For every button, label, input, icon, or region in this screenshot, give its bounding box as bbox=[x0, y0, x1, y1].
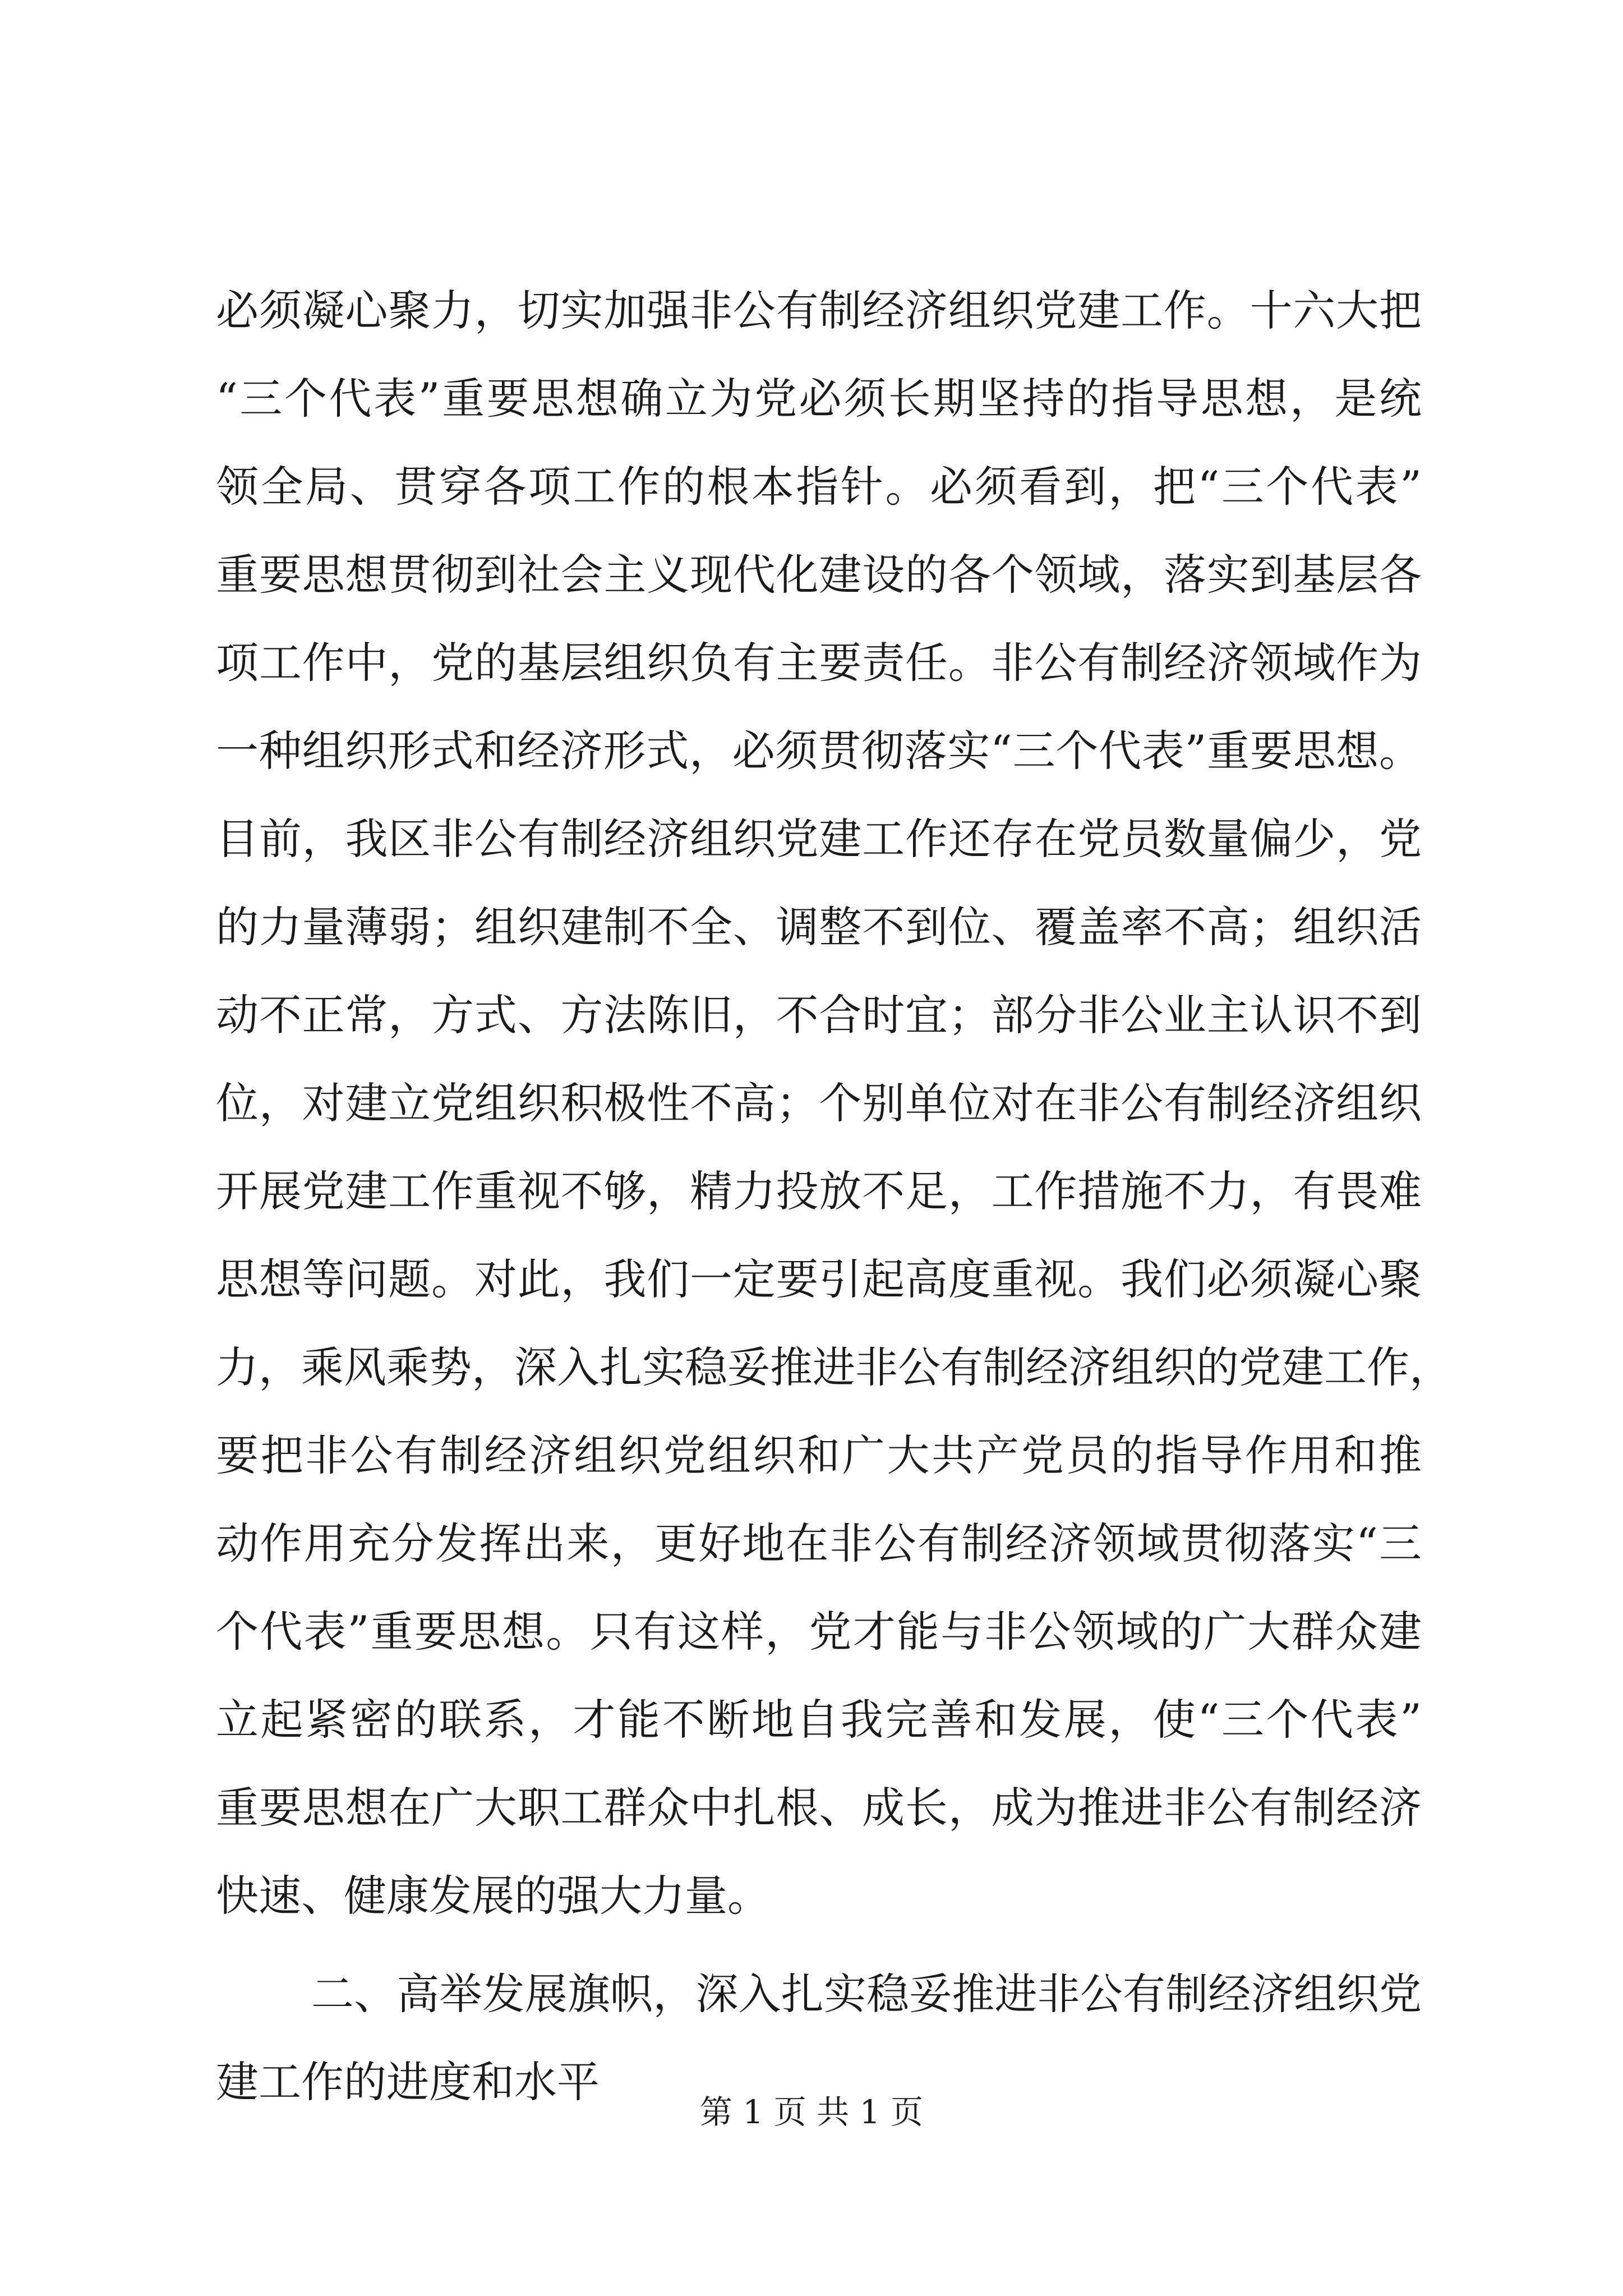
body-line: 领全局、贯穿各项工作的根本指针。必须看到，把“三个代表” bbox=[216, 462, 1422, 512]
body-line: 的力量薄弱；组织建制不全、调整不到位、覆盖率不高；组织活 bbox=[216, 902, 1422, 952]
body-line: 目前，我区非公有制经济组织党建工作还存在党员数量偏少，党 bbox=[216, 814, 1422, 864]
body-line: 快速、健康发展的强大力量。 bbox=[216, 1871, 770, 1921]
body-line: 重要思想在广大职工群众中扎根、成长，成为推进非公有制经济 bbox=[216, 1783, 1422, 1833]
body-line: 必须凝心聚力，切实加强非公有制经济组织党建工作。十六大把 bbox=[216, 286, 1422, 335]
body-line: 力，乘风乘势，深入扎实稳妥推进非公有制经济组织的党建工作， bbox=[216, 1342, 1452, 1392]
page-number-label: 第 1 页 共 1 页 bbox=[700, 2093, 923, 2131]
body-paragraph bbox=[216, 266, 1452, 1940]
document-body bbox=[216, 266, 1452, 2126]
body-line: 一种组织形式和经济形式，必须贯彻落实“三个代表”重要思想。 bbox=[216, 726, 1422, 776]
body-line: “三个代表”重要思想确立为党必须长期坚持的指导思想，是统 bbox=[216, 374, 1422, 424]
heading-line: 二、高举发展旗帜，深入扎实稳妥推进非公有制经济组织党 bbox=[311, 1969, 1422, 2019]
body-line: 思想等问题。对此，我们一定要引起高度重视。我们必须凝心聚 bbox=[216, 1254, 1422, 1304]
body-line: 重要思想贯彻到社会主义现代化建设的各个领域，落实到基层各 bbox=[216, 550, 1422, 600]
heading-line: 建工作的进度和水平 bbox=[216, 2057, 600, 2107]
page-footer bbox=[0, 2090, 1623, 2134]
body-line: 动作用充分发挥出来，更好地在非公有制经济领域贯彻落实“三 bbox=[216, 1519, 1422, 1568]
body-line: 要把非公有制经济组织党组织和广大共产党员的指导作用和推 bbox=[216, 1430, 1422, 1480]
body-line: 位，对建立党组织积极性不高；个别单位对在非公有制经济组织 bbox=[216, 1078, 1422, 1128]
body-line: 开展党建工作重视不够，精力投放不足，工作措施不力，有畏难 bbox=[216, 1166, 1422, 1216]
body-line: 立起紧密的联系，才能不断地自我完善和发展，使“三个代表” bbox=[216, 1695, 1422, 1745]
body-line: 项工作中，党的基层组织负有主要责任。非公有制经济领域作为 bbox=[216, 638, 1422, 688]
body-line: 动不正常，方式、方法陈旧，不合时宜；部分非公业主认识不到 bbox=[216, 990, 1422, 1040]
body-line: 个代表”重要思想。只有这样，党才能与非公领域的广大群众建 bbox=[216, 1607, 1422, 1657]
